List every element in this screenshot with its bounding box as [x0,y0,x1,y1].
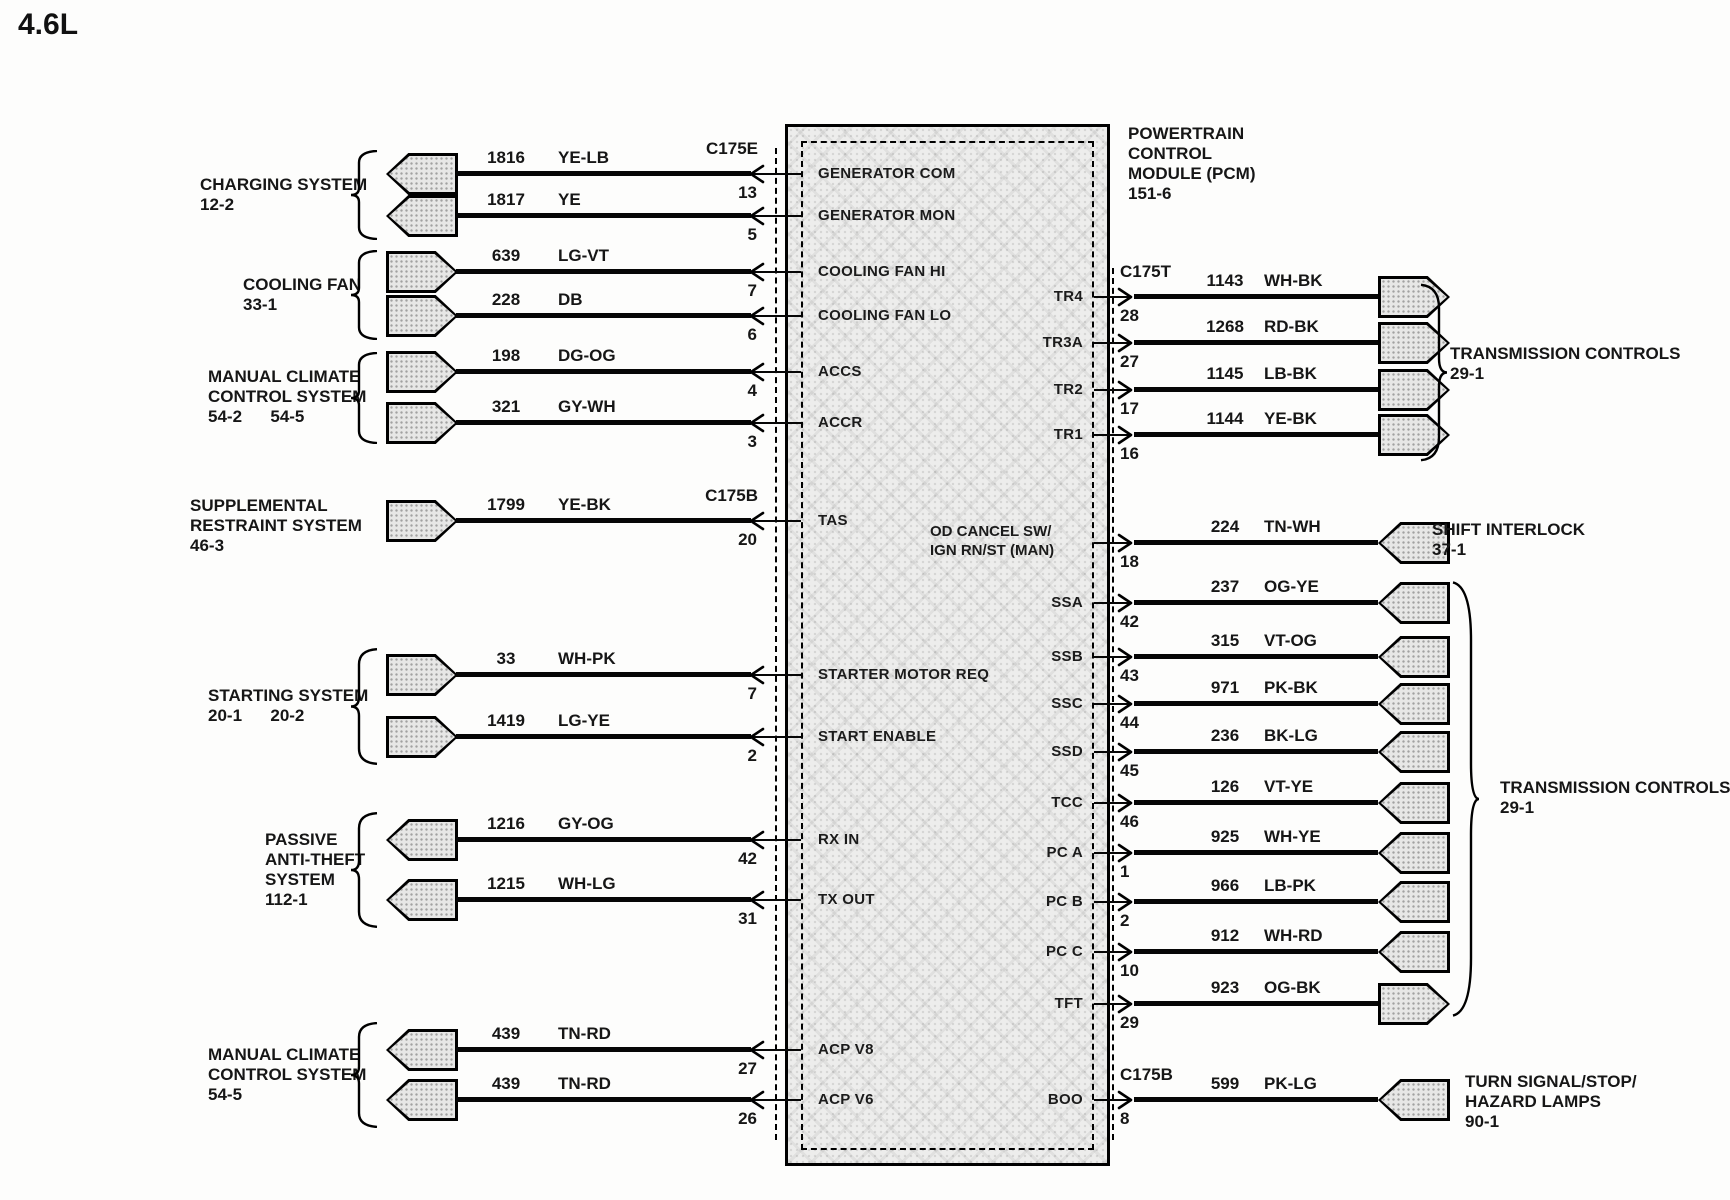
pin-number: 4 [747,381,757,400]
system-label-line: 29-1 [1450,364,1485,383]
harness-connector [1378,983,1450,1025]
system-label-line: 20-1 20-2 [208,706,305,725]
wire-line [1134,850,1378,855]
pin-number: 44 [1120,713,1139,732]
wire-number: 966 [1210,876,1240,895]
harness-connector [1378,832,1450,874]
wire-line [456,369,751,374]
pcm-pin-label: TR1 [1053,426,1083,443]
system-label-line: SHIFT INTERLOCK [1432,520,1585,539]
connector-fill [1381,585,1447,621]
pcm-name-line: POWERTRAIN [1128,124,1245,143]
wire-line [456,1047,751,1052]
connector-fill [389,1032,455,1068]
group-brace [1420,283,1448,462]
system-label-line: 112-1 [265,890,308,909]
wire-color-code: WH-RD [1264,926,1323,945]
wire-number: 923 [1210,978,1240,997]
pin-number: 26 [738,1109,757,1128]
harness-connector [1378,636,1450,678]
pin-number: 18 [1120,552,1139,571]
pin-number: 27 [738,1059,757,1078]
pin-number: 2 [1120,911,1130,930]
wire-number: 925 [1210,827,1240,846]
pin-number: 7 [747,281,757,300]
wire-arrow-icon [1116,647,1134,667]
group-brace [350,648,378,765]
system-label [1500,778,1730,818]
wire-color-code: PK-BK [1264,678,1318,697]
system-label [208,1045,366,1105]
connector-label: C175B [1120,1065,1173,1084]
wire-color-code: OG-BK [1264,978,1321,997]
wire-arrow-icon [1116,742,1134,762]
pin-number: 43 [1120,666,1139,685]
harness-connector [1378,582,1450,624]
system-label-line: HAZARD LAMPS [1465,1092,1601,1111]
wire-line [456,518,751,523]
wire-number: 439 [491,1074,521,1093]
connector-fill [1381,639,1447,675]
pcm-pin-label: ACP V8 [818,1041,874,1058]
connector-fill [1381,934,1447,970]
wire-arrow-icon [1116,1090,1134,1110]
wire-arrow-icon [748,164,766,184]
pcm-pin-label: PC B [1045,893,1083,910]
wire-number: 912 [1210,926,1240,945]
pcm-pin-label: BOO [1047,1091,1083,1108]
connector-fill [389,1082,455,1118]
wire-number: 228 [491,290,521,309]
system-label [200,175,367,215]
pin-number: 42 [738,849,757,868]
wire-line [456,837,751,842]
wire-line [456,313,751,318]
wire-number: 1799 [487,495,525,514]
system-label-line: CONTROL SYSTEM [208,387,367,406]
pcm-pin-label: ACCS [818,363,862,380]
wire-color-code: YE-BK [558,495,611,514]
pcm-name-line: MODULE (PCM) [1128,164,1256,183]
wire-line [1134,387,1378,392]
system-label-line: 54-2 54-5 [208,407,305,426]
harness-connector [386,1079,458,1121]
group-brace [350,150,378,240]
wire-number: 236 [1210,726,1240,745]
wire-arrow-icon [748,511,766,531]
pin-number: 13 [738,183,757,202]
system-label [208,686,368,726]
pcm-name-line: CONTROL [1128,144,1213,163]
harness-connector [386,251,458,293]
pcm-pin-label: TFT [1054,995,1083,1012]
wire-number: 599 [1210,1074,1240,1093]
pin-number: 45 [1120,761,1139,780]
system-label [1465,1072,1637,1132]
wire-number: 224 [1210,517,1240,536]
wire-arrow-icon [1116,287,1134,307]
pcm-pin-label: TAS [818,512,848,529]
pcm-pin-label: TR3A [1042,334,1083,351]
pin-number: 17 [1120,399,1139,418]
wire-number: 126 [1210,777,1240,796]
harness-connector [386,879,458,921]
connector-fill [1381,785,1447,821]
pin-number: 8 [1120,1109,1130,1128]
wire-line [1134,1001,1378,1006]
wire-number: 1145 [1206,364,1244,383]
connector-label: C175E [706,139,758,158]
pin-number: 3 [747,432,757,451]
system-label [243,275,361,315]
harness-connector [386,819,458,861]
wire-color-code: LB-PK [1264,876,1316,895]
pin-number: 31 [738,909,757,928]
wire-line [1134,1097,1378,1102]
wire-arrow-icon [1116,425,1134,445]
wire-line [1134,294,1378,299]
wire-line [456,1097,751,1102]
wire-line [1134,600,1378,605]
group-brace [350,812,378,928]
wire-color-code: TN-RD [558,1074,611,1093]
connector-fill [389,156,455,192]
wire-color-code: OG-YE [1264,577,1319,596]
pcm-od-cancel-line: OD CANCEL SW/ [930,523,1052,540]
connector-fill [1381,686,1447,722]
pcm-pin-label: ACCR [818,414,863,431]
pin-number: 46 [1120,812,1139,831]
wire-number: 439 [491,1024,521,1043]
system-label [208,367,366,427]
connector-fill [389,822,455,858]
pin-number: 42 [1120,612,1139,631]
connector-fill [389,882,455,918]
wire-color-code: GY-OG [558,814,614,833]
wire-number: 237 [1210,577,1240,596]
wire-number: 1144 [1206,409,1244,428]
harness-connector [386,500,458,542]
system-label-line: 33-1 [243,295,278,314]
pin-number: 16 [1120,444,1139,463]
harness-connector [1378,1079,1450,1121]
system-label-line: 54-5 [208,1085,243,1104]
group-brace [350,352,378,444]
pcm-pin-label: TCC [1051,794,1083,811]
connector-fill [389,354,455,390]
wire-color-code: LG-VT [558,246,609,265]
connector-fill [389,254,455,290]
harness-connector [1378,683,1450,725]
system-label-line: RESTRAINT SYSTEM [190,516,362,535]
connector-fill [389,405,455,441]
connector-fill [389,503,455,539]
wire-color-code: PK-LG [1264,1074,1317,1093]
harness-connector [1378,731,1450,773]
pcm-pin-label: ACP V6 [818,1091,874,1108]
group-brace [1452,578,1480,1020]
wire-arrow-icon [1116,694,1134,714]
wire-arrow-icon [1116,380,1134,400]
wire-arrow-icon [1116,942,1134,962]
wire-arrow-icon [1116,333,1134,353]
wire-color-code: LB-BK [1264,364,1317,383]
system-label-line: SYSTEM [265,870,335,889]
pcm-pin-label: STARTER MOTOR REQ [818,666,990,683]
wire-line [456,269,751,274]
pin-number: 6 [747,325,757,344]
pcm-od-cancel-line: IGN RN/ST (MAN) [930,542,1055,559]
pcm-pin-label: COOLING FAN LO [818,307,952,324]
connector-fill [1381,884,1447,920]
wire-number: 1816 [487,148,525,167]
harness-connector [386,402,458,444]
wire-arrow-icon [748,413,766,433]
wire-line [1134,800,1378,805]
wire-arrow-icon [748,206,766,226]
system-label-line: ANTI-THEFT [265,850,366,869]
harness-connector [1378,931,1450,973]
pcm-pin-label: PC C [1045,943,1083,960]
pcm-pin-label: TR2 [1053,381,1083,398]
wire-line [456,213,751,218]
system-label-line: COOLING FAN [243,275,362,294]
connector-fill [389,298,455,334]
wire-line [456,897,751,902]
wire-color-code: VT-YE [1264,777,1314,796]
harness-connector [386,716,458,758]
pcm-pin-label: SSD [1051,743,1083,760]
system-label-line: MANUAL CLIMATE [208,367,361,386]
wire-line [1134,540,1378,545]
pcm-od-cancel-label [930,522,1054,560]
connector-fill [1381,734,1447,770]
wire-arrow-icon [748,727,766,747]
pcm-pin-label: PC A [1046,844,1083,861]
wire-arrow-icon [748,890,766,910]
wire-arrow-icon [748,830,766,850]
wire-line [1134,701,1378,706]
wire-line [456,420,751,425]
connector-fill [1381,1082,1447,1118]
pin-number: 2 [747,746,757,765]
pin-number: 27 [1120,352,1139,371]
wire-number: 33 [496,649,516,668]
wire-line [1134,340,1378,345]
pin-number: 28 [1120,306,1139,325]
wire-number: 198 [491,346,521,365]
wire-color-code: YE-LB [558,148,609,167]
wire-color-code: TN-WH [1264,517,1321,536]
wire-arrow-icon [748,1090,766,1110]
pcm-pin-label: START ENABLE [818,728,937,745]
wire-arrow-icon [1116,994,1134,1014]
wire-color-code: TN-RD [558,1024,611,1043]
pcm-pin-label: GENERATOR COM [818,165,956,182]
wire-color-code: DG-OG [558,346,616,365]
wire-color-code: GY-WH [558,397,616,416]
pcm-pin-label: TX OUT [818,891,875,908]
system-label-line: SUPPLEMENTAL [190,496,328,515]
connector-fill [389,719,455,755]
pcm-pin-label: SSC [1051,695,1083,712]
system-label-line: STARTING SYSTEM [208,686,369,705]
system-label-line: CHARGING SYSTEM [200,175,368,194]
pin-number: 10 [1120,961,1139,980]
connector-label: C175B [705,486,758,505]
harness-connector [386,1029,458,1071]
wire-arrow-icon [748,362,766,382]
wire-arrow-icon [1116,892,1134,912]
system-label-line: TURN SIGNAL/STOP/ [1465,1072,1637,1091]
page-title: 4.6L [18,8,79,41]
wire-number: 1143 [1206,271,1244,290]
wire-arrow-icon [1116,593,1134,613]
system-label-line: 12-2 [200,195,235,214]
wire-line [456,672,751,677]
pcm-pin-label: SSA [1051,594,1083,611]
harness-connector [386,351,458,393]
connector-fill [389,198,455,234]
wire-number: 1817 [487,190,525,209]
wire-color-code: WH-PK [558,649,616,668]
pcm-pin-label: RX IN [818,831,860,848]
wire-color-code: BK-LG [1264,726,1318,745]
group-brace [350,250,378,340]
left-connector-dashed-line [775,148,777,1140]
wire-line [1134,654,1378,659]
group-brace [350,1022,378,1128]
system-label-line: TRANSMISSION CONTROLS [1450,344,1681,363]
wire-number: 1419 [487,711,525,730]
wire-line [1134,432,1378,437]
wire-line [1134,899,1378,904]
system-label [190,496,362,556]
harness-connector [1378,881,1450,923]
harness-connector [386,153,458,195]
wire-arrow-icon [748,665,766,685]
system-label-line: MANUAL CLIMATE [208,1045,361,1064]
wire-color-code: YE [558,190,581,209]
connector-label: C175T [1120,262,1172,281]
pin-number: 20 [738,530,757,549]
wire-line [1134,949,1378,954]
wire-number: 1215 [487,874,525,893]
harness-connector [386,654,458,696]
pcm-pin-label: GENERATOR MON [818,207,956,224]
pcm-pin-label: SSB [1051,648,1083,665]
pcm-pin-label: TR4 [1053,288,1083,305]
wire-line [456,734,751,739]
pin-number: 5 [747,225,757,244]
wire-color-code: WH-YE [1264,827,1321,846]
wire-color-code: WH-LG [558,874,616,893]
wire-number: 321 [491,397,521,416]
wire-color-code: YE-BK [1264,409,1317,428]
system-label-line: CONTROL SYSTEM [208,1065,367,1084]
wire-color-code: LG-YE [558,711,610,730]
system-label-line: PASSIVE [265,830,338,849]
wire-color-code: VT-OG [1264,631,1317,650]
wire-color-code: RD-BK [1264,317,1319,336]
harness-connector [1378,782,1450,824]
wire-color-code: WH-BK [1264,271,1323,290]
wire-line [1134,749,1378,754]
system-label [1450,344,1680,384]
wire-arrow-icon [748,1040,766,1060]
pcm-name-line: 151-6 [1128,184,1172,203]
wire-arrow-icon [748,306,766,326]
wire-color-code: DB [558,290,583,309]
wire-number: 639 [491,246,521,265]
system-label-line: 29-1 [1500,798,1535,817]
harness-connector [386,195,458,237]
wire-arrow-icon [1116,533,1134,553]
wire-number: 971 [1210,678,1240,697]
system-label-line: 90-1 [1465,1112,1500,1131]
system-label [1432,520,1585,560]
pin-number: 1 [1120,862,1130,881]
harness-connector [386,295,458,337]
system-label-line: 37-1 [1432,540,1467,559]
connector-fill [389,657,455,693]
pcm-name-label [1128,124,1255,204]
system-label-line: TRANSMISSION CONTROLS [1500,778,1730,797]
pcm-pin-label: COOLING FAN HI [818,263,946,280]
wire-line [456,171,751,176]
system-label-line: 46-3 [190,536,225,555]
pin-number: 29 [1120,1013,1139,1032]
wire-number: 1268 [1206,317,1244,336]
connector-fill [1381,835,1447,871]
wire-arrow-icon [1116,793,1134,813]
connector-fill [1381,986,1447,1022]
wire-number: 315 [1210,631,1240,650]
wire-arrow-icon [1116,843,1134,863]
pin-number: 7 [747,684,757,703]
wire-arrow-icon [748,262,766,282]
wire-number: 1216 [487,814,525,833]
